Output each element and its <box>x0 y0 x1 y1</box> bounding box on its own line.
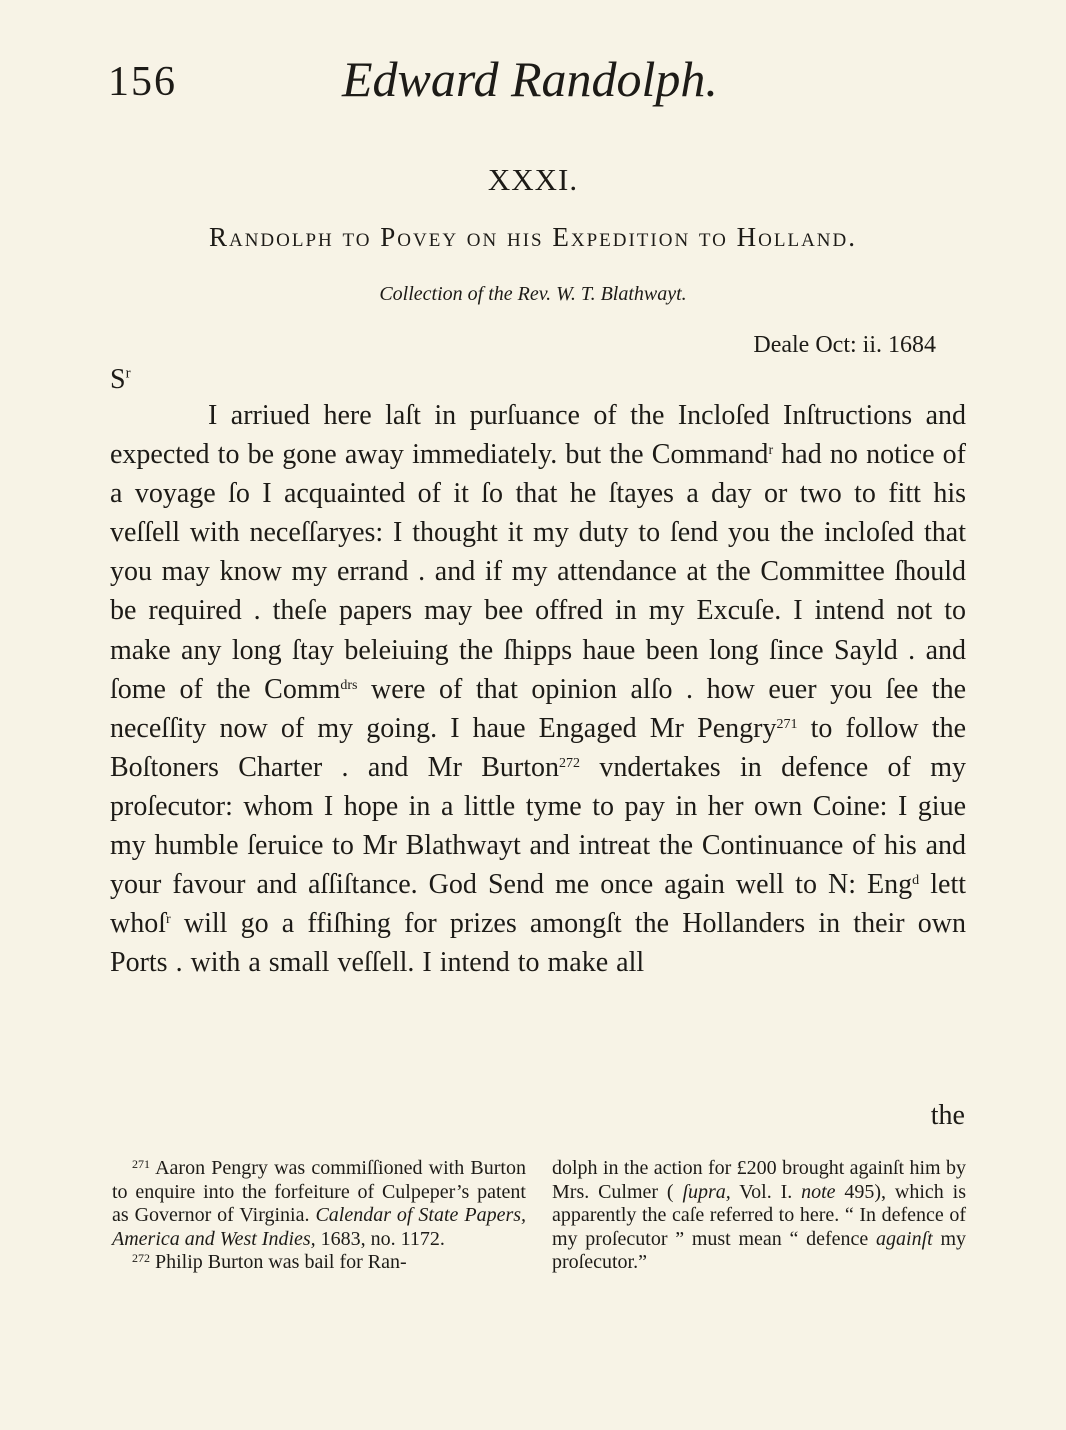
body-superscript: drs <box>340 677 358 693</box>
body-segment: were of that opinion alſo . how euer you ſee the neceſſity now of my going. I haue Engaged Mr Pengry <box>110 673 966 744</box>
footnote-column-right <box>552 1157 966 1275</box>
footnotes <box>112 1157 966 1275</box>
footnote-reference-272: 272 <box>559 755 581 771</box>
footnote-citation: ſupra, <box>682 1180 731 1203</box>
footnote-text: Vol. I. <box>730 1180 802 1203</box>
salutation-superscript: r <box>125 365 131 382</box>
footnote-marker: 271 <box>132 1157 150 1171</box>
footnote-citation: note <box>801 1180 836 1203</box>
body-segment: I arriued here laſt in purſuance of the Incloſed Inſtructions and expected to be gone away immediately. but the Command <box>110 400 966 471</box>
letter-heading: Randolph to Povey on his Expedition to Holland. <box>208 222 857 252</box>
body-segment: will go a ffiſhing for prizes amongſt the Hollanders in their own Ports . with a small veſſell. I intend to make all <box>110 908 966 979</box>
footnote-text: 495), which is apparently the caſe referred to here. “ In defence of my proſecutor ” must mean “ defence <box>552 1180 966 1250</box>
footnote-reference-271: 271 <box>776 716 798 732</box>
running-title: Edward Randolph. <box>342 51 718 107</box>
catchword: the <box>930 1100 965 1131</box>
page-number: 156 <box>108 59 177 105</box>
body-segment: lett whoſ <box>110 869 966 940</box>
body-segment: to follow the Boſtoners Charter . and Mr Burton <box>110 712 967 783</box>
footnote-text: Aaron Pengry was commiſſioned with Burton to enquire into the forfeiture of Culpeper’s patent as Governor of Virginia. <box>112 1157 526 1226</box>
salutation <box>110 364 131 396</box>
collection-source: Collection of the Rev. W. T. Blathwayt. <box>379 283 687 305</box>
section-number: XXXI. <box>487 162 579 197</box>
footnote-column-left <box>112 1157 526 1275</box>
salutation-text: S <box>110 364 126 395</box>
footnote-text: my proſecutor.” <box>552 1227 966 1273</box>
footnote-text: Philip Burton was bail for Ran- <box>150 1251 407 1273</box>
footnote-citation: againſt <box>876 1227 933 1250</box>
letter-body <box>110 396 966 982</box>
body-segment: had no notice of a voyage ſo I acquainted of it ſo that he ſtayes a day or two to fitt his veſſell with neceſſaryes: I thought it my duty to ſend you the incloſed that you may know my errand . and if my attendance at the Committee ſhould be required . theſe papers may bee offred in my Excuſe. I intend not to make any long ſtay beleiuing the ſhipps haue been long ſince Sayld . and ſome of the Comm <box>110 439 966 705</box>
footnote-marker: 272 <box>132 1251 150 1265</box>
footnote-citation: Calendar of State Papers, America and West Indies, <box>112 1204 527 1250</box>
body-superscript: d <box>912 873 920 889</box>
footnote-text: dolph in the action for £200 brought againſt him by Mrs. Culmer ( <box>552 1157 966 1203</box>
body-segment: vndertakes in defence of my proſecutor: whom I hope in a little tyme to pay in her own Coine: I giue my humble ſeruice to Mr Blathwayt and intreat the Continuance of his and your favour and aſſiſtance. God Send me once again well to N: Eng <box>110 751 966 901</box>
footnote-text: 1683, no. 1172. <box>315 1227 445 1250</box>
dateline: Deale Oct: ii. 1684 <box>753 332 936 358</box>
body-superscript: r <box>768 443 774 459</box>
body-superscript: r <box>166 912 171 928</box>
